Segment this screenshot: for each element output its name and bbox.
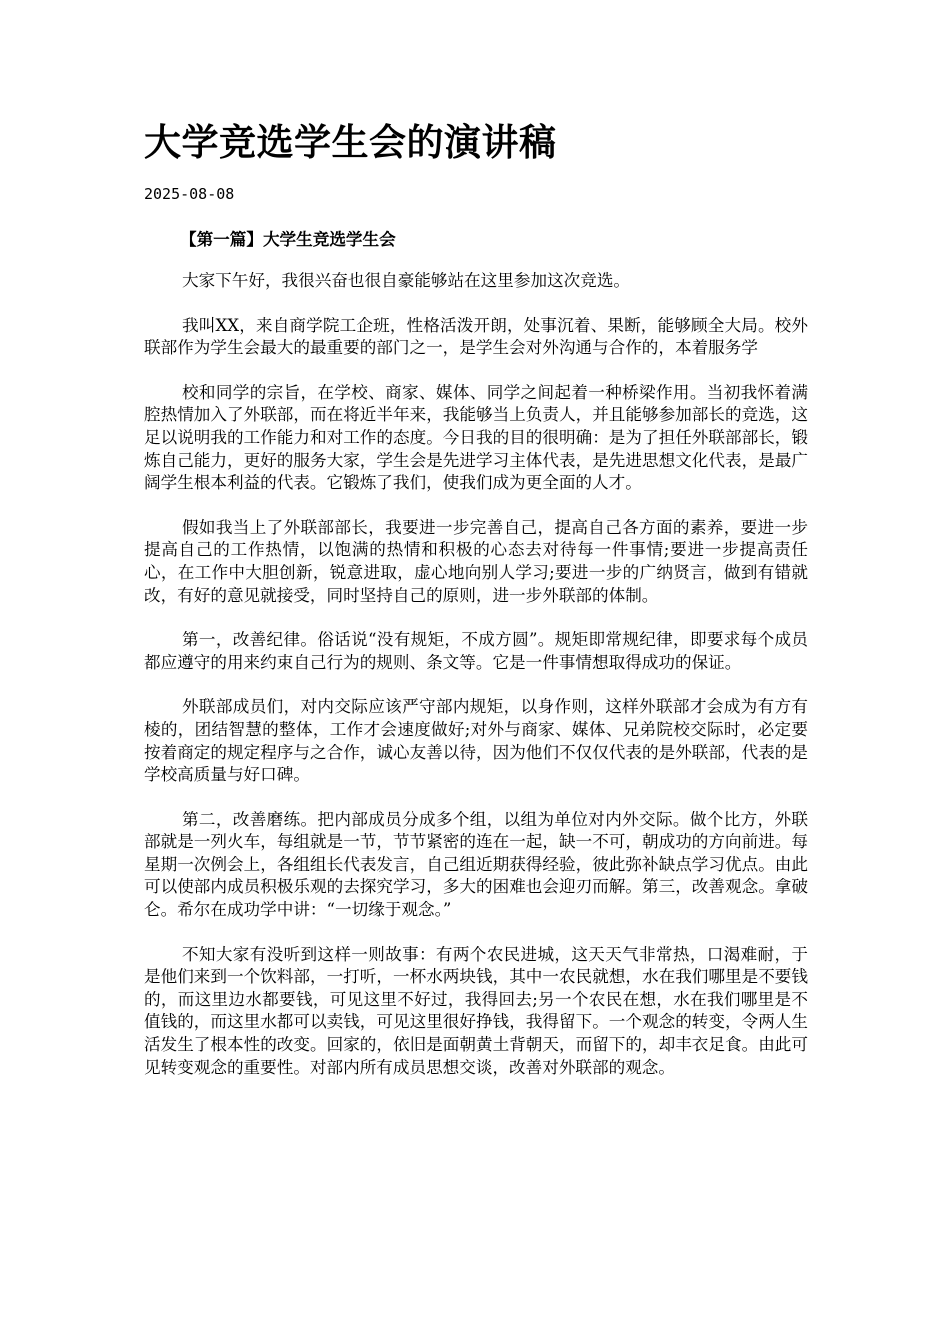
paragraph-self-introduction: 我叫XX，来自商学院工企班，性格活泼开朗，处事沉着、果断，能够顾全大局。校外联部作为学生会最大的最重要的部门之一，是学生会对外沟通与合作的，本着服务学 — [144, 315, 808, 358]
section-heading: 【第一篇】大学生竞选学生会 — [180, 229, 396, 249]
paragraph-story: 不知大家有没听到这样一则故事：有两个农民进城，这天天气非常热，口渴难耐，于是他们来到一个饮料部，一打听，一杯水两块钱，其中一农民就想，水在我们哪里是不要钱的，而这里边水都要钱，可见这里不好过，我得回去;另一个农民在想，水在我们哪里是不值钱的，而这里水都可以卖钱，可见这里很好挣钱，我得留下。一个观念的转变，令两人生活发生了根本性的改变。回家的，依旧是面朝黄土背朝天，而留下的，却丰衣足食。由此可见转变观念的重要性。对部内所有成员思想交谈，改善对外联部的观念。 — [144, 944, 808, 1077]
publish-date: 2025-08-08 — [144, 185, 235, 203]
page-title: 大学竞选学生会的演讲稿 — [144, 120, 557, 164]
paragraph-purpose: 校和同学的宗旨，在学校、商家、媒体、同学之间起着一种桥梁作用。当初我怀着满腔热情加入了外联部，而在将近半年来，我能够当上负责人，并且能够参加部长的竞选，这足以说明我的工作能力和对工作的态度。今日我的目的很明确：是为了担任外联部部长，锻炼自己能力，更好的服务大家，学生会是先进学习主体代表，是先进思想文化代表，是最广阔学生根本利益的代表。它锻炼了我们，使我们成为更全面的人才。 — [144, 382, 808, 493]
paragraph-greeting: 大家下午好，我很兴奋也很自豪能够站在这里参加这次竞选。 — [182, 271, 631, 290]
paragraph-members: 外联部成员们，对内交际应该严守部内规矩，以身作则，这样外联部才会成为有方有棱的，团结智慧的整体，工作才会速度做好;对外与商家、媒体、兄弟院校交际时，必定要按着商定的规定程序与之合作，诚心友善以待，因为他们不仅仅代表的是外联部，代表的是学校高质量与好口碑。 — [144, 697, 808, 785]
document-body — [144, 228, 808, 1101]
paragraph-plan: 假如我当上了外联部部长，我要进一步完善自己，提高自己各方面的素养，要进一步提高自己的工作热情，以饱满的热情和积极的心态去对待每一件事情;要进一步提高责任心，在工作中大胆创新，锐意进取，虚心地向别人学习;要进一步的广纳贤言，做到有错就改，有好的意见就接受，同时坚持自己的原则，进一步外联部的体制。 — [144, 517, 808, 605]
paragraph-discipline: 第一，改善纪律。俗话说“没有规矩，不成方圆”。规矩即常规纪律，即要求每个成员都应遵守的用来约束自己行为的规则、条文等。它是一件事情想取得成功的保证。 — [144, 630, 808, 672]
paragraph-training: 第二，改善磨练。把内部成员分成多个组，以组为单位对内外交际。做个比方，外联部就是一列火车，每组就是一节，节节紧密的连在一起，缺一不可，朝成功的方向前进。每星期一次例会上，各组组长代表发言，自己组近期获得经验，彼此弥补缺点学习优点。由此可以使部内成员积极乐观的去探究学习，多大的困难也会迎刃而解。第三，改善观念。拿破仑。希尔在成功学中讲：“一切缘于观念。” — [144, 809, 808, 920]
